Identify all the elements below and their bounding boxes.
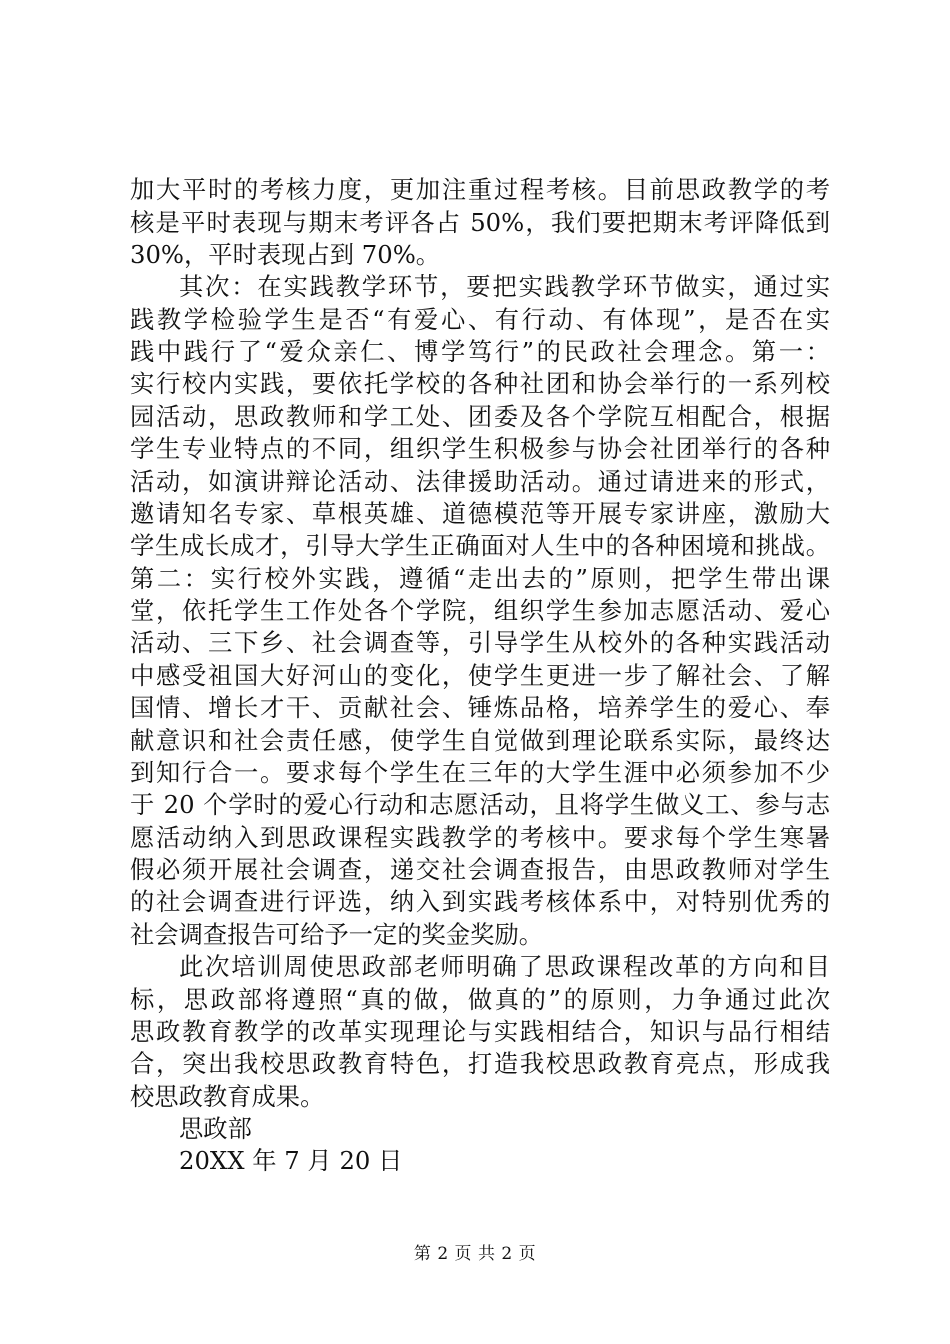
body-text-line: 学生成长成才，引导大学生正确面对人生中的各种困境和挑战。 [130,531,830,560]
body-text-line: 于 20 个学时的爱心行动和志愿活动，且将学生做义工、参与志 [130,790,830,819]
body-text-line: 社会调查报告可给予一定的奖金奖励。 [130,920,544,949]
body-text-line: 第二：实行校外实践，遵循“走出去的”原则，把学生带出课 [130,564,830,593]
signature-date: 20XX 年 7 月 20 日 [179,1146,403,1175]
body-text-line: 邀请知名专家、草根英雄、道德模范等开展专家讲座，激励大 [130,499,830,528]
signature-department: 思政部 [179,1114,252,1143]
body-text-line: 践中践行了“爱众亲仁、博学笃行”的民政社会理念。第一： [130,337,830,366]
body-text-line: 实行校内实践，要依托学校的各种社团和协会举行的一系列校 [130,369,830,398]
body-text-line: 堂，依托学生工作处各个学院，组织学生参加志愿活动、爱心 [130,596,830,625]
body-text-line: 学生专业特点的不同，组织学生积极参与协会社团举行的各种 [130,434,830,463]
paragraph-start-line: 其次：在实践教学环节，要把实践教学环节做实，通过实 [179,272,830,301]
body-text-line: 思政教育教学的改革实现理论与实践相结合，知识与品行相结 [130,1017,830,1046]
body-text-line: 到知行合一。要求每个学生在三年的大学生涯中必须参加不少 [130,758,830,787]
body-text-line: 活动，如演讲辩论活动、法律援助活动。通过请进来的形式， [130,467,830,496]
body-text-line: 园活动，思政教师和学工处、团委及各个学院互相配合，根据 [130,402,830,431]
body-text-line: 标，思政部将遵照“真的做，做真的”的原则，力争通过此次 [130,985,830,1014]
body-text-line: 假必须开展社会调查，递交社会调查报告，由思政教师对学生 [130,855,830,884]
body-text-line: 的社会调查进行评选，纳入到实践考核体系中，对特别优秀的 [130,887,830,916]
body-text-line: 国情、增长才干、贡献社会、锤炼品格，培养学生的爱心、奉 [130,693,830,722]
body-text-line: 核是平时表现与期末考评各占 50%，我们要把期末考评降低到 [130,208,830,237]
body-text-line: 加大平时的考核力度，更加注重过程考核。目前思政教学的考 [130,175,830,204]
body-text-line: 30%，平时表现占到 70%。 [130,240,441,269]
body-text-line: 献意识和社会责任感，使学生自觉做到理论联系实际，最终达 [130,726,830,755]
paragraph-start-line: 此次培训周使思政部老师明确了思政课程改革的方向和目 [179,952,830,981]
body-text-line: 活动、三下乡、社会调查等，引导学生从校外的各种实践活动 [130,628,830,657]
body-text-line: 中感受祖国大好河山的变化，使学生更进一步了解社会、了解 [130,661,830,690]
body-text-line: 合，突出我校思政教育特色，打造我校思政教育亮点，形成我 [130,1049,830,1078]
page-footer: 第 2 页 共 2 页 [413,1244,537,1264]
body-text-line: 践教学检验学生是否“有爱心、有行动、有体现”，是否在实 [130,305,830,334]
body-text-line: 愿活动纳入到思政课程实践教学的考核中。要求每个学生寒暑 [130,823,830,852]
body-text-line: 校思政教育成果。 [130,1082,325,1111]
